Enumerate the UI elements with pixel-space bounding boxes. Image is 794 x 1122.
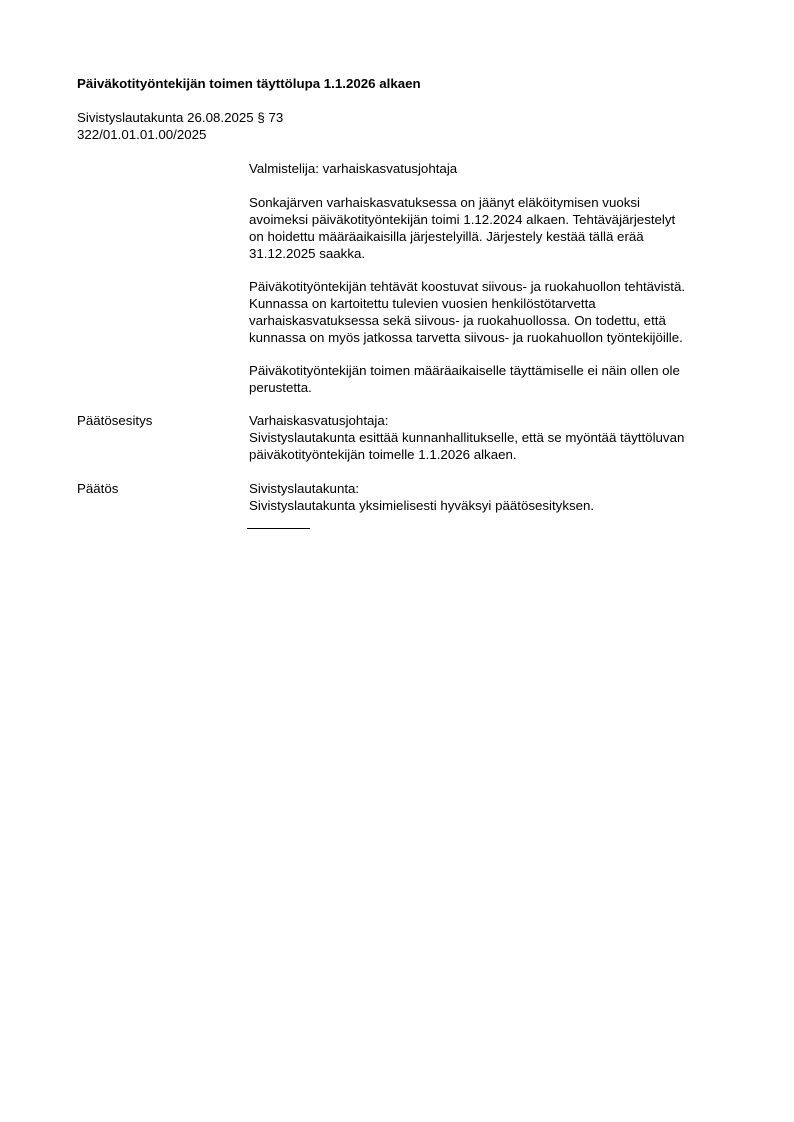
paragraph-line: Kunnassa on kartoitettu tulevien vuosien henkilöstötarvetta <box>249 296 596 311</box>
meeting-line: Sivistyslautakunta 26.08.2025 § 73 <box>77 110 284 125</box>
proposal-line: päiväkotityöntekijän toimelle 1.1.2026 alkaen. <box>249 447 517 462</box>
proposal-line: Varhaiskasvatusjohtaja: <box>249 413 389 428</box>
preparer-line: Valmistelija: varhaiskasvatusjohtaja <box>249 161 458 176</box>
decision-text <box>249 480 741 514</box>
record-number: 322/01.01.01.00/2025 <box>77 127 207 142</box>
meeting-info <box>77 109 283 143</box>
paragraph-line: perustetta. <box>249 380 312 395</box>
paragraph-line: avoimeksi päiväkotityöntekijän toimi 1.12.2024 alkaen. Tehtäväjärjestelyt <box>249 212 676 227</box>
paragraph-line: kunnassa on myös jatkossa tarvetta siivous- ja ruokahuollon työntekijöille. <box>249 330 683 345</box>
decision-line: Sivistyslautakunta yksimielisesti hyväksyi päätösesityksen. <box>249 498 595 513</box>
proposal-text <box>249 412 741 463</box>
paragraph-line: Päiväkotityöntekijän toimen määräaikaiselle täyttämiselle ei näin ollen ole <box>249 363 680 378</box>
paragraph-line: Sonkajärven varhaiskasvatuksessa on jäänyt eläköitymisen vuoksi <box>249 195 640 210</box>
body-paragraph-2 <box>249 278 741 346</box>
decision-line: Sivistyslautakunta: <box>249 481 360 496</box>
proposal-line: Sivistyslautakunta esittää kunnanhallitukselle, että se myöntää täyttöluvan <box>249 430 685 445</box>
decision-label: Päätös <box>77 481 119 496</box>
paragraph-line: varhaiskasvatuksessa sekä siivous- ja ruokahuollossa. On todettu, että <box>249 313 666 328</box>
paragraph-line: on hoidettu määräaikaisilla järjestelyillä. Järjestely kestää tällä erää <box>249 229 644 244</box>
paragraph-line: Päiväkotityöntekijän tehtävät koostuvat siivous- ja ruokahuollon tehtävistä. <box>249 279 686 294</box>
proposal-label: Päätösesitys <box>77 413 153 428</box>
body-paragraph-1 <box>249 194 741 262</box>
paragraph-line: 31.12.2025 saakka. <box>249 246 366 261</box>
document-title: Päiväkotityöntekijän toimen täyttölupa 1.1.2026 alkaen <box>77 76 421 91</box>
end-rule <box>247 528 310 529</box>
body-paragraph-3 <box>249 362 741 396</box>
